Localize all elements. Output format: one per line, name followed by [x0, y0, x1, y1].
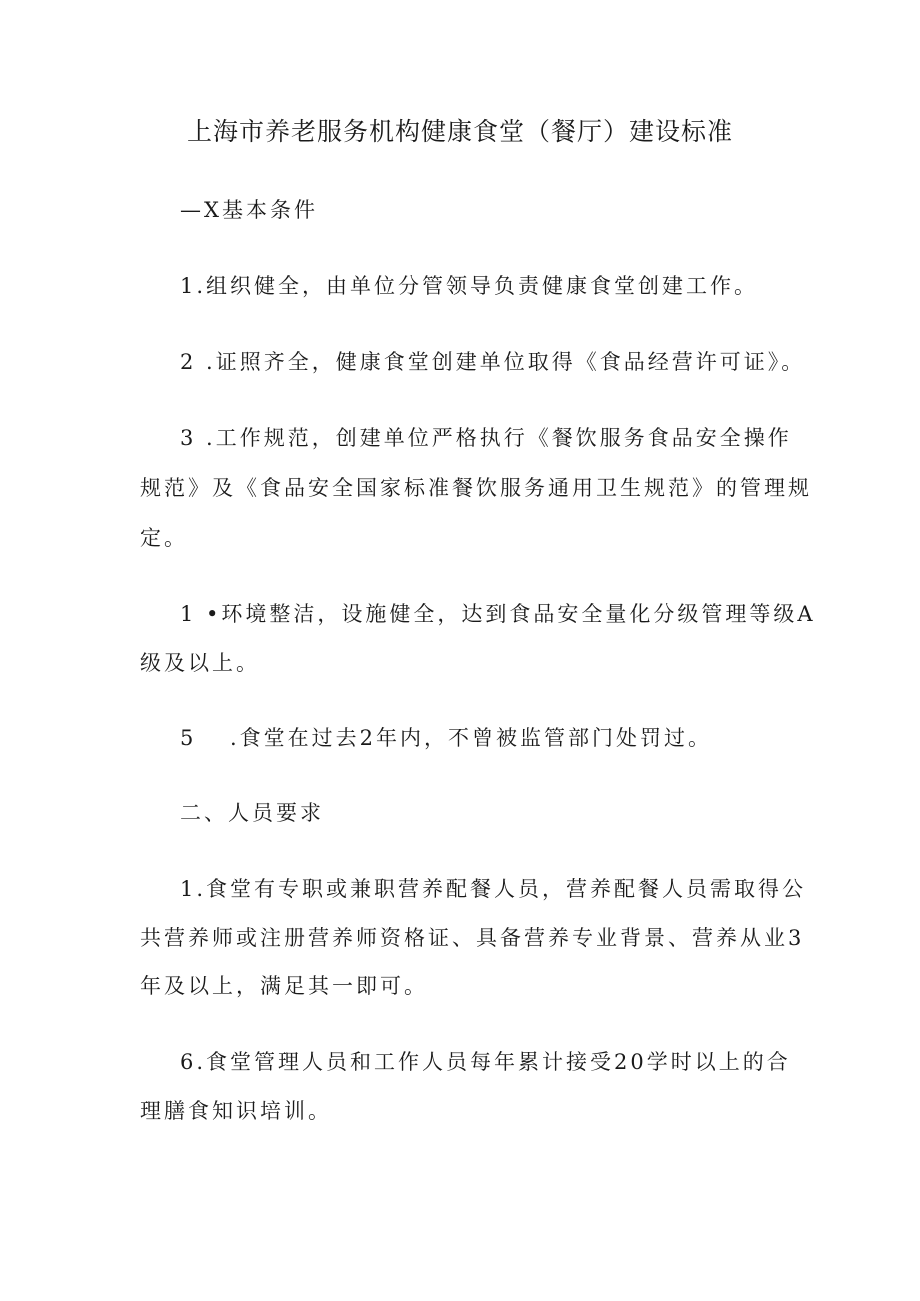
- paragraph-item-4-line-2: 级及以上。: [140, 651, 260, 675]
- section-heading-basic-conditions: —X基本条件: [180, 198, 318, 222]
- paragraph-item-2: 2 .证照齐全，健康食堂创建单位取得《食品经营许可证》。: [180, 350, 806, 374]
- paragraph-item-3-line-3: 定。: [140, 526, 188, 550]
- paragraph-item-5-number: 5: [180, 726, 197, 750]
- paragraph-item-1: 1.组织健全，由单位分管领导负责健康食堂创建工作。: [180, 274, 759, 298]
- paragraph-staff-item-1-line-1: 1.食堂有专职或兼职营养配餐人员，营养配餐人员需取得公: [180, 877, 807, 901]
- paragraph-item-5-text: .食堂在过去2年内，不曾被监管部门处罚过。: [230, 726, 713, 750]
- paragraph-item-4-line-1: 1 •环境整洁，设施健全，达到食品安全量化分级管理等级A: [180, 602, 816, 626]
- paragraph-staff-item-1-line-2: 共营养师或注册营养师资格证、具备营养专业背景、营养从业3: [140, 926, 805, 950]
- section-heading-staff-requirements: 二、人员要求: [180, 801, 324, 825]
- paragraph-item-3-line-1: 3 .工作规范，创建单位严格执行《餐饮服务食品安全操作: [180, 426, 792, 450]
- paragraph-staff-item-6-line-2: 理膳食知识培训。: [140, 1099, 332, 1123]
- document-title: 上海市养老服务机构健康食堂（餐厅）建设标准: [186, 117, 733, 146]
- paragraph-staff-item-1-line-3: 年及以上，满足其一即可。: [140, 974, 428, 998]
- paragraph-item-3-line-2: 规范》及《食品安全国家标准餐饮服务通用卫生规范》的管理规: [140, 476, 812, 500]
- paragraph-staff-item-6-line-1: 6.食堂管理人员和工作人员每年累计接受20学时以上的合: [180, 1050, 791, 1074]
